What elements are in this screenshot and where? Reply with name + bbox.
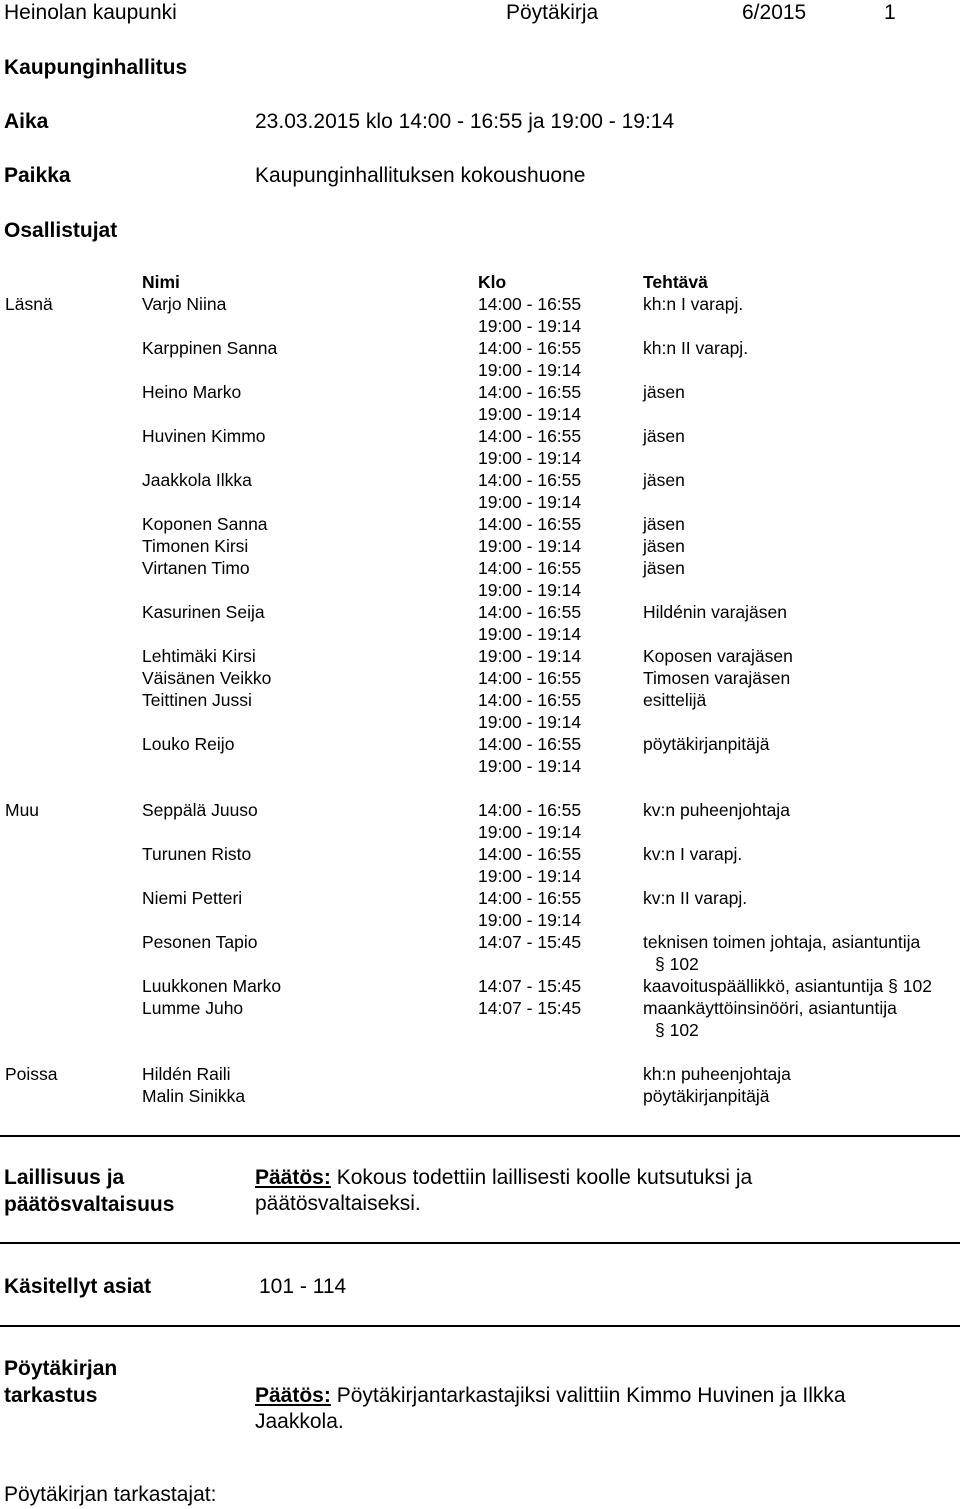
- participant-role: kv:n I varapj.: [643, 844, 743, 864]
- participant-role: kh:n puheenjohtaja: [643, 1064, 791, 1084]
- participant-name: Turunen Risto: [142, 844, 252, 864]
- participant-row: [0, 953, 960, 975]
- document-number: 6/2015: [742, 1, 807, 24]
- participant-name: Seppälä Juuso: [142, 800, 258, 820]
- participant-row: [0, 381, 960, 403]
- participant-time: 14:00 - 16:55: [478, 668, 582, 688]
- participant-time: 14:00 - 16:55: [478, 558, 582, 578]
- participant-row: [0, 425, 960, 447]
- participant-name: Lehtimäki Kirsi: [142, 646, 256, 666]
- participant-name: Väisänen Veikko: [142, 668, 272, 688]
- participant-role: pöytäkirjanpitäjä: [643, 1086, 770, 1106]
- participant-row: [0, 931, 960, 953]
- items-value: 101 - 114: [259, 1275, 347, 1298]
- participant-row: [0, 755, 960, 777]
- participant-row: [0, 865, 960, 887]
- participant-time: 14:07 - 15:45: [478, 998, 582, 1018]
- decision-word: Päätös:: [255, 1166, 331, 1189]
- participant-time: 19:00 - 19:14: [478, 822, 582, 842]
- participant-time: 14:00 - 16:55: [478, 602, 582, 622]
- column-name: Nimi: [142, 272, 180, 292]
- group-label: Muu: [5, 800, 40, 820]
- participant-row: [0, 359, 960, 381]
- participant-role: jäsen: [643, 536, 685, 556]
- review-label-line1: Pöytäkirjan: [4, 1357, 118, 1380]
- participant-time: 14:00 - 16:55: [478, 690, 582, 710]
- participant-row: [0, 1063, 960, 1085]
- participant-row: [0, 623, 960, 645]
- participant-name: Lumme Juho: [142, 998, 244, 1018]
- participant-name: Niemi Petteri: [142, 888, 243, 908]
- legality-decision: [255, 1165, 855, 1217]
- participant-name: Timonen Kirsi: [142, 536, 249, 556]
- participant-role: kaavoituspäällikkö, asiantuntija § 102: [643, 976, 932, 996]
- legality-text: Kokous todettiin laillisesti koolle kutsutuksi ja päätösvaltaiseksi.: [255, 1166, 753, 1215]
- participant-name: Luukkonen Marko: [142, 976, 282, 996]
- participant-name: Varjo Niina: [142, 294, 227, 314]
- participant-role: Hildénin varajäsen: [643, 602, 787, 622]
- divider: [0, 1325, 960, 1327]
- participant-name: Teittinen Jussi: [142, 690, 252, 710]
- participant-name: Kasurinen Seija: [142, 602, 265, 622]
- participant-time: 14:00 - 16:55: [478, 888, 582, 908]
- participant-time: 14:00 - 16:55: [478, 470, 582, 490]
- participant-time: 19:00 - 19:14: [478, 448, 582, 468]
- participant-role: kh:n II varapj.: [643, 338, 749, 358]
- participant-name: Louko Reijo: [142, 734, 235, 754]
- reviewers-label: Pöytäkirjan tarkastajat:: [4, 1483, 217, 1506]
- participant-row: [0, 733, 960, 755]
- participant-row: [0, 1085, 960, 1107]
- participant-time: 19:00 - 19:14: [478, 646, 582, 666]
- document-type: Pöytäkirja: [506, 1, 599, 24]
- participant-row: [0, 997, 960, 1019]
- participant-role: jäsen: [643, 382, 685, 402]
- participant-row: [0, 403, 960, 425]
- participant-time: 14:00 - 16:55: [478, 426, 582, 446]
- participant-time: 14:00 - 16:55: [478, 338, 582, 358]
- participant-row: [0, 975, 960, 997]
- participant-time: 14:00 - 16:55: [478, 844, 582, 864]
- participant-row: [0, 315, 960, 337]
- participant-time: 19:00 - 19:14: [478, 756, 582, 776]
- review-decision: [255, 1383, 935, 1435]
- participant-row: [0, 491, 960, 513]
- participant-role: maankäyttöinsinööri, asiantuntija: [643, 998, 897, 1018]
- participant-time: 19:00 - 19:14: [478, 580, 582, 600]
- review-text: Pöytäkirjantarkastajiksi valittiin Kimmo Huvinen ja Ilkka Jaakkola.: [255, 1384, 846, 1433]
- participant-role: kv:n puheenjohtaja: [643, 800, 790, 820]
- participant-time: 19:00 - 19:14: [478, 360, 582, 380]
- participant-name: Huvinen Kimmo: [142, 426, 266, 446]
- time-value: 23.03.2015 klo 14:00 - 16:55 ja 19:00 - 19:14: [255, 110, 675, 133]
- participant-time: 14:07 - 15:45: [478, 976, 582, 996]
- participant-name: Hildén Raili: [142, 1064, 231, 1084]
- participant-role: kv:n II varapj.: [643, 888, 748, 908]
- participant-role: jäsen: [643, 558, 685, 578]
- decision-word: Päätös:: [255, 1384, 331, 1407]
- municipality: Heinolan kaupunki: [4, 1, 177, 24]
- group-label: Läsnä: [5, 294, 53, 314]
- participant-role: esittelijä: [643, 690, 707, 710]
- participant-row: [0, 667, 960, 689]
- participant-row: [0, 469, 960, 491]
- participant-time: 19:00 - 19:14: [478, 404, 582, 424]
- column-klo: Klo: [478, 272, 507, 292]
- place-value: Kaupunginhallituksen kokoushuone: [255, 164, 586, 187]
- participant-time: 19:00 - 19:14: [478, 536, 582, 556]
- participant-time: 14:00 - 16:55: [478, 382, 582, 402]
- legality-label-line1: Laillisuus ja: [4, 1166, 125, 1189]
- divider: [0, 1135, 960, 1137]
- participant-row: [0, 711, 960, 733]
- participant-name: Karppinen Sanna: [142, 338, 278, 358]
- participant-row: [0, 799, 960, 821]
- participant-time: 14:00 - 16:55: [478, 734, 582, 754]
- participant-name: Malin Sinikka: [142, 1086, 246, 1106]
- participant-row: [0, 1019, 960, 1041]
- column-role: Tehtävä: [643, 272, 708, 292]
- participant-name: Heino Marko: [142, 382, 242, 402]
- participant-row: [0, 557, 960, 579]
- group-label: Poissa: [5, 1064, 58, 1084]
- participant-time: 14:07 - 15:45: [478, 932, 582, 952]
- divider: [0, 1242, 960, 1244]
- participant-time: 14:00 - 16:55: [478, 514, 582, 534]
- participant-time: 19:00 - 19:14: [478, 910, 582, 930]
- participant-role: jäsen: [643, 426, 685, 446]
- participant-name: Jaakkola Ilkka: [142, 470, 252, 490]
- participant-row: [0, 821, 960, 843]
- participant-row: [0, 535, 960, 557]
- participant-time: 14:00 - 16:55: [478, 294, 582, 314]
- participant-role: jäsen: [643, 514, 685, 534]
- legality-label-line2: päätösvaltaisuus: [4, 1193, 175, 1216]
- participant-row: [0, 843, 960, 865]
- governing-body: Kaupunginhallitus: [4, 56, 188, 79]
- participant-role: Timosen varajäsen: [643, 668, 791, 688]
- participants-label: Osallistujat: [4, 219, 118, 242]
- participant-role: pöytäkirjanpitäjä: [643, 734, 770, 754]
- place-label: Paikka: [4, 164, 71, 187]
- participant-row: [0, 337, 960, 359]
- participant-row: [0, 447, 960, 469]
- participant-name: Virtanen Timo: [142, 558, 250, 578]
- participant-name: Koponen Sanna: [142, 514, 268, 534]
- items-label: Käsitellyt asiat: [4, 1275, 152, 1298]
- participant-row: [0, 909, 960, 931]
- participant-time: 19:00 - 19:14: [478, 492, 582, 512]
- time-label: Aika: [4, 110, 49, 133]
- participant-time: 19:00 - 19:14: [478, 316, 582, 336]
- participant-time: 19:00 - 19:14: [478, 712, 582, 732]
- participant-row: [0, 293, 960, 315]
- participants-header: [0, 271, 960, 293]
- participant-role: § 102: [655, 1020, 699, 1040]
- participant-name: Pesonen Tapio: [142, 932, 258, 952]
- participant-row: [0, 887, 960, 909]
- participant-row: [0, 689, 960, 711]
- review-label-line2: tarkastus: [4, 1384, 98, 1407]
- participant-row: [0, 645, 960, 667]
- participant-role: kh:n I varapj.: [643, 294, 744, 314]
- participant-row: [0, 579, 960, 601]
- participant-role: § 102: [655, 954, 699, 974]
- participant-role: Koposen varajäsen: [643, 646, 793, 666]
- participant-role: teknisen toimen johtaja, asiantuntija: [643, 932, 921, 952]
- page-number: 1: [884, 1, 896, 24]
- participant-row: [0, 601, 960, 623]
- participant-role: jäsen: [643, 470, 685, 490]
- participant-time: 19:00 - 19:14: [478, 866, 582, 886]
- participant-time: 14:00 - 16:55: [478, 800, 582, 820]
- participant-time: 19:00 - 19:14: [478, 624, 582, 644]
- participant-row: [0, 513, 960, 535]
